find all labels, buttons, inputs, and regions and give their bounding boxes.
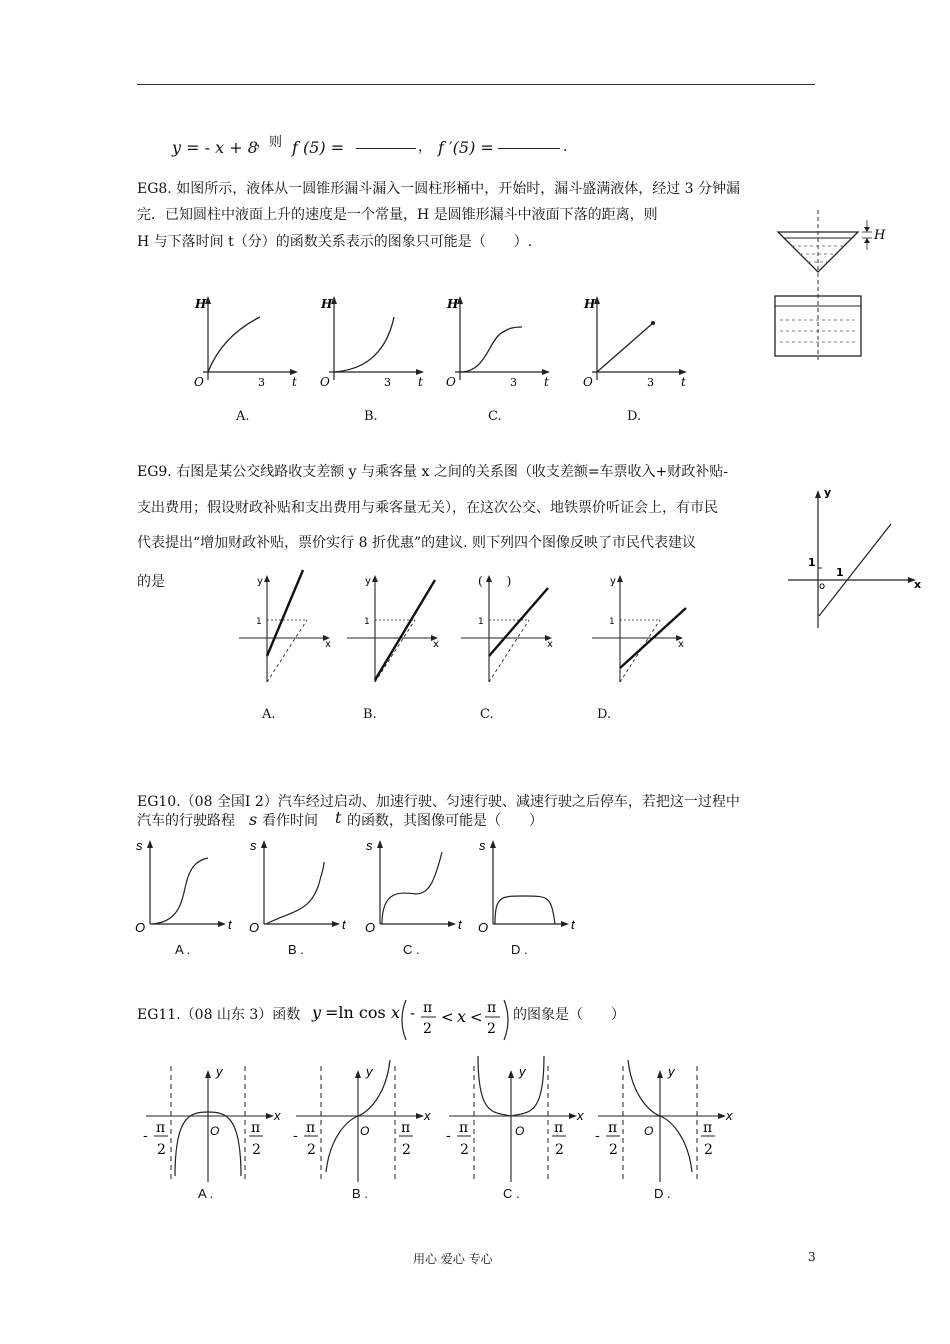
eg9-graphs xyxy=(235,570,705,700)
svg-text:1: 1 xyxy=(609,617,615,627)
eg8-line1: EG8. 如图所示，液体从一圆锥形漏斗漏入一圆柱形桶中，开始时，漏斗盛满液体，经过 3 分钟漏 xyxy=(137,181,741,197)
eg10-graph-a xyxy=(135,838,233,935)
eg8-option-a[interactable]: A. xyxy=(236,409,250,424)
eg11-axis-y: y xyxy=(668,1064,675,1079)
eg10-curve xyxy=(382,852,442,924)
svg-text:2: 2 xyxy=(423,1021,432,1037)
eg9-line xyxy=(489,588,548,656)
eg8-axis-t: t xyxy=(292,375,297,389)
eg10-graphs xyxy=(130,836,590,936)
eg9-line4: 的是 xyxy=(137,574,165,590)
eg8-origin: O xyxy=(446,375,456,389)
eg10-origin: O xyxy=(365,920,376,935)
svg-text:x: x xyxy=(914,578,922,591)
svg-text:π: π xyxy=(608,1120,618,1136)
formula-fp5: f ′(5) = xyxy=(438,138,494,157)
eg10-option-a[interactable]: A . xyxy=(175,942,191,957)
eg11-graph-c xyxy=(446,1056,584,1182)
svg-text:-: - xyxy=(410,1004,416,1022)
eg8-tick-3: 3 xyxy=(258,376,265,389)
svg-text:2: 2 xyxy=(307,1142,316,1158)
eg11-origin: O xyxy=(210,1124,220,1138)
svg-text:π: π xyxy=(554,1120,564,1136)
formula-sep1: ，则 xyxy=(256,135,283,150)
eg9-paren: ( ) xyxy=(478,574,512,588)
eg10-option-b[interactable]: B . xyxy=(288,942,304,957)
eg8-axis-h: H xyxy=(584,297,596,311)
eg9-line3: 代表提出“增加财政补贴，票价实行 8 折优惠”的建议. 则下列四个图像反映了市民代表建议 xyxy=(137,535,697,551)
svg-text:π: π xyxy=(423,1000,433,1016)
svg-text:π: π xyxy=(251,1120,261,1136)
eg9-reference-graph xyxy=(786,488,926,633)
eg11-axis-x: x xyxy=(274,1108,281,1123)
eg9-graph-c xyxy=(461,575,553,682)
eg8-origin: O xyxy=(583,375,593,389)
eg11-axis-x: x xyxy=(424,1108,431,1123)
eg9-option-b[interactable]: B. xyxy=(363,707,377,722)
svg-text:2: 2 xyxy=(157,1142,166,1158)
eg10-line2c: 的函数，其图像可能是（ ） xyxy=(347,813,543,829)
svg-text:2: 2 xyxy=(402,1142,411,1158)
svg-text:x: x xyxy=(457,1007,467,1026)
eg9-line xyxy=(267,570,303,656)
eg10-option-c[interactable]: C . xyxy=(403,942,420,957)
eg9-axis-y: y xyxy=(257,576,263,587)
eg11-axis-x: x xyxy=(726,1108,733,1123)
blank-f5 xyxy=(356,148,416,149)
svg-text:π: π xyxy=(401,1120,411,1136)
svg-text:2: 2 xyxy=(609,1142,618,1158)
eg8-curve xyxy=(460,327,522,372)
eg8-graph-a xyxy=(194,296,298,389)
eg8-origin: O xyxy=(320,375,330,389)
eg8-tick-3: 3 xyxy=(510,376,517,389)
formula-f5: f (5) = xyxy=(292,138,345,157)
eg9-line1: EG9. 右图是某公交线路收支差额 y 与乘客量 x 之间的关系图（收支差额=车票收入+财政补贴- xyxy=(137,464,729,480)
eg11-option-a[interactable]: A . xyxy=(198,1186,214,1201)
svg-text:o: o xyxy=(819,581,826,592)
eg8-origin: O xyxy=(194,375,204,389)
svg-text:2: 2 xyxy=(460,1142,469,1158)
eg8-axis-t: t xyxy=(418,375,423,389)
eg11-graphs xyxy=(138,1060,748,1180)
svg-text:y: y xyxy=(824,486,832,499)
eg8-axis-h: H xyxy=(447,297,459,311)
eg10-axis-t: t xyxy=(228,917,232,932)
eg10-axis-t: t xyxy=(458,917,462,932)
eg9-line2: 支出费用；假设财政补贴和支出费用与乘客量无关），在这次公交、地铁票价听证会上，有市民 xyxy=(137,500,718,516)
svg-text:π: π xyxy=(156,1120,166,1136)
eg11-option-c[interactable]: C . xyxy=(503,1186,520,1201)
svg-text:-: - xyxy=(143,1128,148,1144)
eg10-t: t xyxy=(335,808,342,827)
eg8-axis-h: H xyxy=(321,297,333,311)
eg10-curve xyxy=(495,896,555,924)
eg10-graph-c xyxy=(365,838,463,935)
svg-text:π: π xyxy=(703,1120,713,1136)
eg8-axis-t: t xyxy=(544,375,549,389)
svg-text:1: 1 xyxy=(836,566,844,579)
eg10-line2b: 看作时间 xyxy=(262,813,318,829)
svg-text:y: y xyxy=(312,1003,322,1022)
eg11-graph-b xyxy=(293,1060,431,1182)
eg10-option-d[interactable]: D . xyxy=(511,942,528,957)
eg9-axis-x: x xyxy=(433,639,439,650)
svg-text:-: - xyxy=(293,1128,298,1144)
eg11-suffix: 的图象是（ ） xyxy=(513,1007,625,1023)
eg10-curve xyxy=(266,862,324,924)
page-number: 3 xyxy=(808,1250,816,1264)
eg8-tick-3: 3 xyxy=(647,376,654,389)
eg11-option-b[interactable]: B . xyxy=(352,1186,368,1201)
svg-text:<: < xyxy=(441,1008,454,1026)
eg8-curve xyxy=(208,317,260,372)
svg-text:1: 1 xyxy=(478,617,484,627)
eg11-axis-y: y xyxy=(366,1064,373,1079)
funnel-figure xyxy=(770,210,890,370)
eg8-line3: H 与下落时间 t（分）的函数关系表示的图象只可能是（ ）. xyxy=(137,234,533,250)
svg-text:=ln cos: =ln cos xyxy=(325,1003,386,1022)
eg10-origin: O xyxy=(135,920,146,935)
eg11-formula xyxy=(312,996,512,1050)
formula-y: y = - x + 8 xyxy=(172,138,258,157)
footer-motto: 用心 爱心 专心 xyxy=(413,1252,493,1266)
eg9-axis-x: x xyxy=(325,639,331,650)
svg-text:π: π xyxy=(487,1000,497,1016)
eg11-origin: O xyxy=(360,1124,370,1138)
eg9-axis-y: y xyxy=(610,576,616,587)
svg-text:-: - xyxy=(446,1128,451,1144)
eg10-axis-t: t xyxy=(342,917,346,932)
svg-text:π: π xyxy=(306,1120,316,1136)
eg8-curve xyxy=(334,317,394,372)
svg-text:x: x xyxy=(391,1003,401,1022)
svg-text:π: π xyxy=(459,1120,469,1136)
eg8-graphs xyxy=(180,290,740,430)
svg-text:2: 2 xyxy=(555,1142,564,1158)
eg10-curve xyxy=(152,858,208,924)
formula-end: . xyxy=(563,139,568,155)
eg9-option-a[interactable]: A. xyxy=(262,707,276,722)
svg-text:2: 2 xyxy=(252,1142,261,1158)
eg9-graph-b xyxy=(347,575,439,682)
eg9-option-d[interactable]: D. xyxy=(597,707,612,722)
eg8-graph-d xyxy=(583,296,687,389)
eg11-graph-a xyxy=(143,1064,281,1182)
header-rule xyxy=(137,84,815,85)
eg11-origin: O xyxy=(515,1124,525,1138)
eg8-graph-b xyxy=(320,296,424,389)
eg9-option-c[interactable]: C. xyxy=(480,707,494,722)
eg10-axis-s: s xyxy=(366,838,373,853)
eg10-axis-t: t xyxy=(571,917,575,932)
eg11-graph-d xyxy=(595,1060,733,1182)
svg-text:1: 1 xyxy=(364,617,370,627)
eg8-axis-h: H xyxy=(195,297,207,311)
eg10-origin: O xyxy=(249,920,260,935)
svg-text:2: 2 xyxy=(487,1021,496,1037)
eg10-line1: EG10.（08 全国Ⅰ 2）汽车经过启动、加速行驶、匀速行驶、减速行驶之后停车，若把这一过程中 xyxy=(137,794,740,810)
eg10-s: s xyxy=(249,810,258,829)
eg9-axis-y: y xyxy=(365,576,371,587)
eg9-graph-d xyxy=(592,575,686,682)
eg11-axis-y: y xyxy=(216,1064,223,1079)
eg8-graph-c xyxy=(446,296,550,389)
funnel-h-label: H xyxy=(874,228,886,243)
blank-fp5 xyxy=(498,148,560,149)
svg-text:<: < xyxy=(470,1008,483,1026)
eg11-option-d[interactable]: D . xyxy=(654,1186,671,1201)
svg-text:1: 1 xyxy=(256,617,262,627)
eg9-axis-x: x xyxy=(678,639,684,650)
svg-text:2: 2 xyxy=(704,1142,713,1158)
eg10-axis-s: s xyxy=(250,838,257,853)
eg8-line2: 完．已知圆柱中液面上升的速度是一个常量，H 是圆锥形漏斗中液面下落的距离，则 xyxy=(137,207,658,223)
eg9-line xyxy=(375,580,435,680)
eg9-axis-x: x xyxy=(547,639,553,650)
eg8-option-d[interactable]: D. xyxy=(627,409,642,424)
eg8-tick-3: 3 xyxy=(384,376,391,389)
eg8-axis-t: t xyxy=(681,375,686,389)
eg11-origin: O xyxy=(644,1124,654,1138)
eg8-curve xyxy=(597,323,653,372)
eg8-option-c[interactable]: C. xyxy=(488,409,502,424)
eg10-graph-d xyxy=(478,838,576,935)
eg10-axis-s: s xyxy=(479,838,486,853)
eg11-axis-x: x xyxy=(577,1108,584,1123)
svg-text:1: 1 xyxy=(808,556,816,569)
eg8-option-b[interactable]: B. xyxy=(364,409,378,424)
eg10-graph-b xyxy=(249,838,347,935)
eg10-line2a: 汽车的行驶路程 xyxy=(137,813,235,829)
eg10-origin: O xyxy=(478,920,489,935)
formula-sep2: ， xyxy=(418,139,432,155)
eg9-graph-a xyxy=(239,570,331,682)
eg10-axis-s: s xyxy=(136,838,143,853)
eg11-axis-y: y xyxy=(519,1064,526,1079)
eg11-prefix: EG11.（08 山东 3）函数 xyxy=(137,1007,301,1023)
svg-text:-: - xyxy=(595,1128,600,1144)
